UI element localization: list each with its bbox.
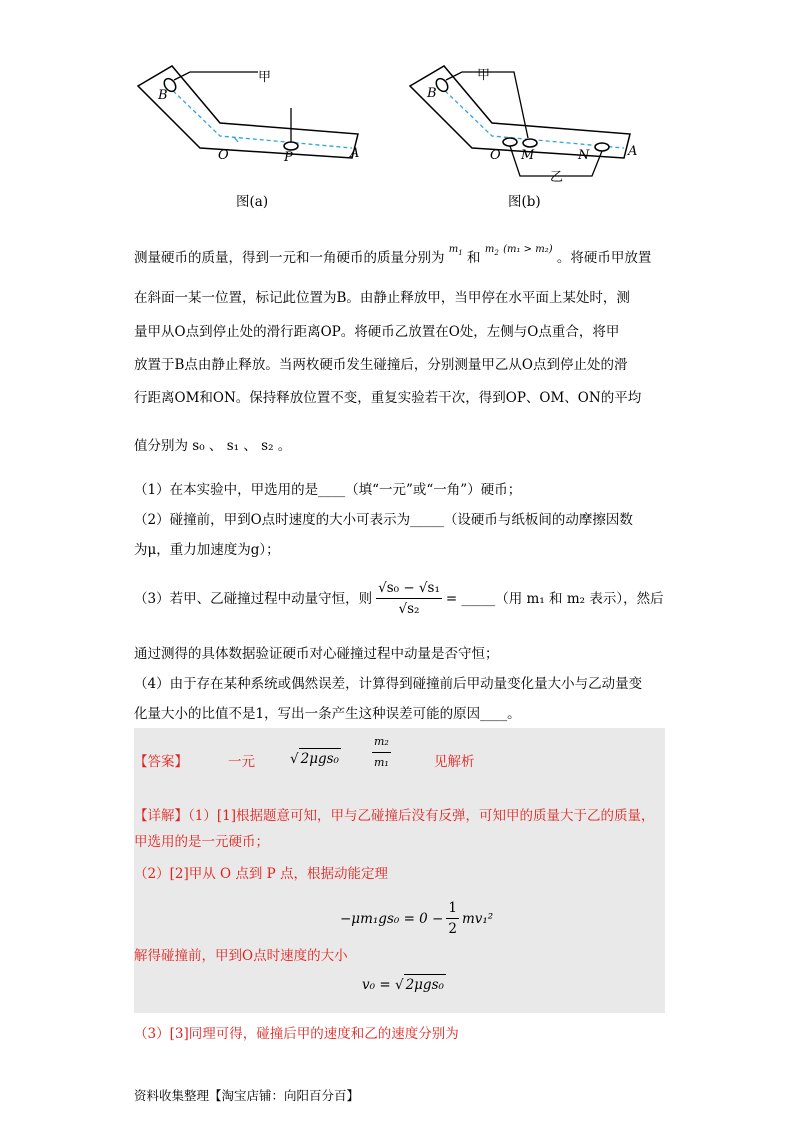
label-a-b: A bbox=[628, 144, 638, 159]
question-1: （1）在本实验中，甲选用的是____（填“一元”或“一角”）硬币； bbox=[134, 482, 522, 498]
label-m-b: M bbox=[521, 148, 535, 163]
detail-line-5: （3）[3]同理可得，碰撞后甲的速度和乙的速度分别为 bbox=[134, 1026, 459, 1042]
answer-1: 一元 bbox=[228, 754, 255, 770]
detail-line-3: （2）[2]甲从 O 点到 P 点，根据动能定理 bbox=[134, 866, 389, 882]
figure-b-caption: 图(b) bbox=[508, 194, 541, 210]
detail-line-2: 甲选用的是一元硬币； bbox=[134, 834, 269, 850]
answer-3-num: m₂ bbox=[372, 732, 391, 753]
m2-symbol: m2 bbox=[484, 244, 499, 257]
footer: 资料收集整理【淘宝店铺：向阳百分百】 bbox=[134, 1088, 360, 1103]
answer-2: √ 2μgs₀ bbox=[290, 748, 341, 769]
answer-tag: 【答案】 bbox=[134, 754, 188, 770]
he-text: 和 bbox=[467, 250, 481, 266]
paragraph-line-2: 在斜面一某一位置，标记此位置为B。由静止释放甲，当甲停在水平面上某处时，测 bbox=[134, 290, 630, 306]
label-b-a: B bbox=[158, 88, 168, 103]
equation-1 bbox=[340, 898, 493, 939]
question-4-line-b: 化量大小的比值不是1，写出一条产生这种误差可能的原因____。 bbox=[134, 706, 521, 722]
label-o-b: O bbox=[490, 148, 501, 163]
question-3-line-c: 通过测得的具体数据验证硬币对心碰撞过程中动量是否守恒； bbox=[134, 646, 499, 662]
label-a-a: A bbox=[350, 146, 360, 161]
eq2-left: v₀ = bbox=[362, 977, 391, 993]
label-yi-b: 乙 bbox=[550, 170, 564, 185]
para-line1-b: 。将硬币甲放置 bbox=[556, 250, 652, 266]
q3-text-a: （3）若甲、乙碰撞过程中动量守恒，则 bbox=[134, 590, 373, 607]
paragraph-line-3: 量甲从O点到停止处的滑行距离OP。将硬币乙放置在O处，左侧与O点重合，将甲 bbox=[134, 324, 620, 340]
figure-a-caption: 图(a) bbox=[236, 194, 269, 210]
eq1-num: 1 bbox=[446, 898, 459, 919]
eq1-left: −μm₁gs₀ = 0 − bbox=[340, 910, 444, 927]
detail-d1-a: （1）[1]根据题意可知，甲与乙碰撞后没有反弹，可知甲的质量大于乙的质量， bbox=[188, 808, 655, 824]
question-3-line-a bbox=[134, 578, 664, 619]
paragraph-line-1 bbox=[134, 244, 652, 273]
eq1-fraction bbox=[446, 898, 459, 939]
label-jia-a: 甲 bbox=[258, 70, 272, 85]
question-2-line-b: 为μ，重力加速度为g）； bbox=[134, 542, 280, 558]
label-b-b: B bbox=[427, 86, 437, 101]
equation-2: v₀ = √ 2μgs₀ bbox=[362, 974, 446, 995]
paragraph-line-6: 值分别为 s₀ 、 s₁ 、 s₂ 。 bbox=[134, 438, 292, 454]
label-o-a: O bbox=[218, 148, 229, 163]
detail-tag: 【详解】 bbox=[134, 808, 188, 824]
label-n-b: N bbox=[578, 148, 590, 163]
answer-3-den: m₁ bbox=[374, 756, 389, 769]
label-jia-b: 甲 bbox=[477, 68, 491, 83]
figure-b-diagram bbox=[402, 58, 642, 188]
question-4-line-a: （4）由于存在某种系统或偶然误差，计算得到碰撞前后甲动量变化量大小与乙动量变 bbox=[134, 676, 643, 692]
paragraph-line-5: 行距离OM和ON。保持释放位置不变，重复实验若干次，得到OP、OM、ON的平均 bbox=[134, 390, 642, 406]
answer-4: 见解析 bbox=[434, 754, 475, 770]
q3-frac-num: √s₀ − √s₁ bbox=[376, 578, 442, 599]
m1-symbol: m1 bbox=[448, 244, 463, 257]
coin-jia-at-p bbox=[284, 142, 298, 150]
q3-fraction bbox=[376, 578, 442, 619]
detail-line-1 bbox=[134, 806, 654, 826]
paragraph-line-4: 放置于B点由静止释放。当两枚硬币发生碰撞后，分别测量甲乙从O点到停止处的滑 bbox=[134, 357, 628, 373]
question-2-line-a: （2）碰撞前，甲到O点时速度的大小可表示为_____（设硬币与纸板间的动摩擦因数 bbox=[134, 512, 633, 528]
mass-condition: (m₁ > m₂) bbox=[503, 244, 553, 255]
eq2-radicand: 2μgs₀ bbox=[404, 974, 446, 995]
answer-2-radicand: 2μgs₀ bbox=[299, 748, 341, 769]
figure-a-diagram bbox=[130, 58, 370, 173]
q3-frac-den: √s₂ bbox=[398, 601, 420, 617]
label-p-a: P bbox=[284, 150, 293, 165]
para-line1-a: 测量硬币的质量，得到一元和一角硬币的质量分别为 bbox=[134, 250, 445, 266]
eq1-right: mv₁² bbox=[461, 910, 494, 927]
answer-3 bbox=[372, 732, 391, 773]
eq1-den: 2 bbox=[448, 921, 457, 937]
detail-line-4: 解得碰撞前，甲到O点时速度的大小 bbox=[134, 948, 348, 964]
q3-text-b: = _____（用 m₁ 和 m₂ 表示），然后 bbox=[445, 590, 664, 607]
